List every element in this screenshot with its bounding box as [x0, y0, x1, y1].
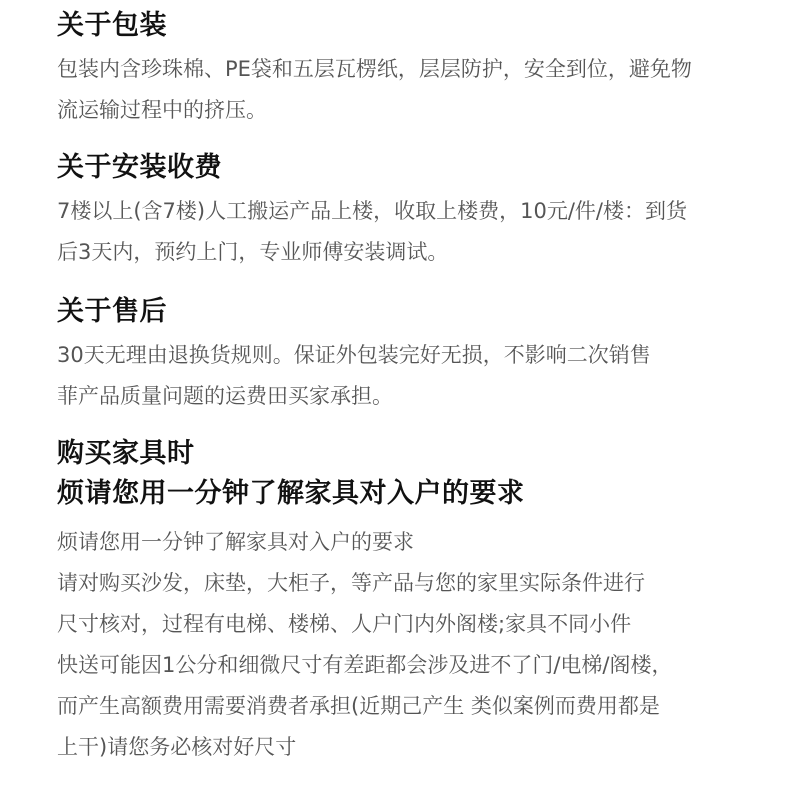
- purchase-notice-line: 快送可能因1公分和细微尺寸有差距都会涉及进不了门/电梯/阁楼，: [57, 653, 673, 677]
- purchase-notice-subheading: 烦请您用一分钟了解家具对入户的要求: [57, 478, 525, 509]
- packaging-section: [57, 6, 767, 131]
- installation-fee-line: 后3天内，预约上门，专业师傅安装调试。: [57, 240, 449, 264]
- installation-fee-section: [57, 148, 767, 273]
- purchase-notice-section: [57, 434, 767, 768]
- purchase-notice-line: 上干)请您务必核对好尺寸: [57, 735, 297, 759]
- installation-fee-line: 7楼以上(含7楼)人工搬运产品上楼，收取上楼费，10元/件/楼：到货: [57, 199, 687, 223]
- installation-fee-heading: 关于安装收费: [57, 152, 222, 183]
- packaging-line: 包装内含珍珠棉、PE袋和五层瓦楞纸，层层防护，安全到位，避免物: [57, 57, 692, 81]
- purchase-notice-line: 请对购买沙发，床垫，大柜子，等产品与您的家里实际条件进行: [57, 571, 645, 595]
- purchase-notice-line: 尺寸核对，过程有电梯、楼梯、人户门内外阁楼;家具不同小件: [57, 612, 632, 636]
- purchase-notice-heading: 购买家具时: [57, 438, 195, 469]
- installation-fee-body: [57, 191, 767, 273]
- packaging-heading: 关于包装: [57, 10, 167, 41]
- purchase-notice-line: 而产生高额费用需要消费者承担(近期己产生 类似案例而费用都是: [57, 694, 660, 718]
- after-sales-line: 30天无理由退换货规则。保证外包装完好无损，不影响二次销售: [57, 343, 651, 367]
- packaging-body: [57, 49, 767, 131]
- after-sales-line: 菲产品质量问题的运费田买家承担。: [57, 384, 393, 408]
- after-sales-section: [57, 292, 767, 417]
- after-sales-heading: 关于售后: [57, 296, 167, 327]
- purchase-notice-line: 烦请您用一分钟了解家具对入户的要求: [57, 530, 414, 554]
- purchase-notice-body: [57, 522, 767, 768]
- after-sales-body: [57, 335, 767, 417]
- packaging-line: 流运输过程中的挤压。: [57, 98, 267, 122]
